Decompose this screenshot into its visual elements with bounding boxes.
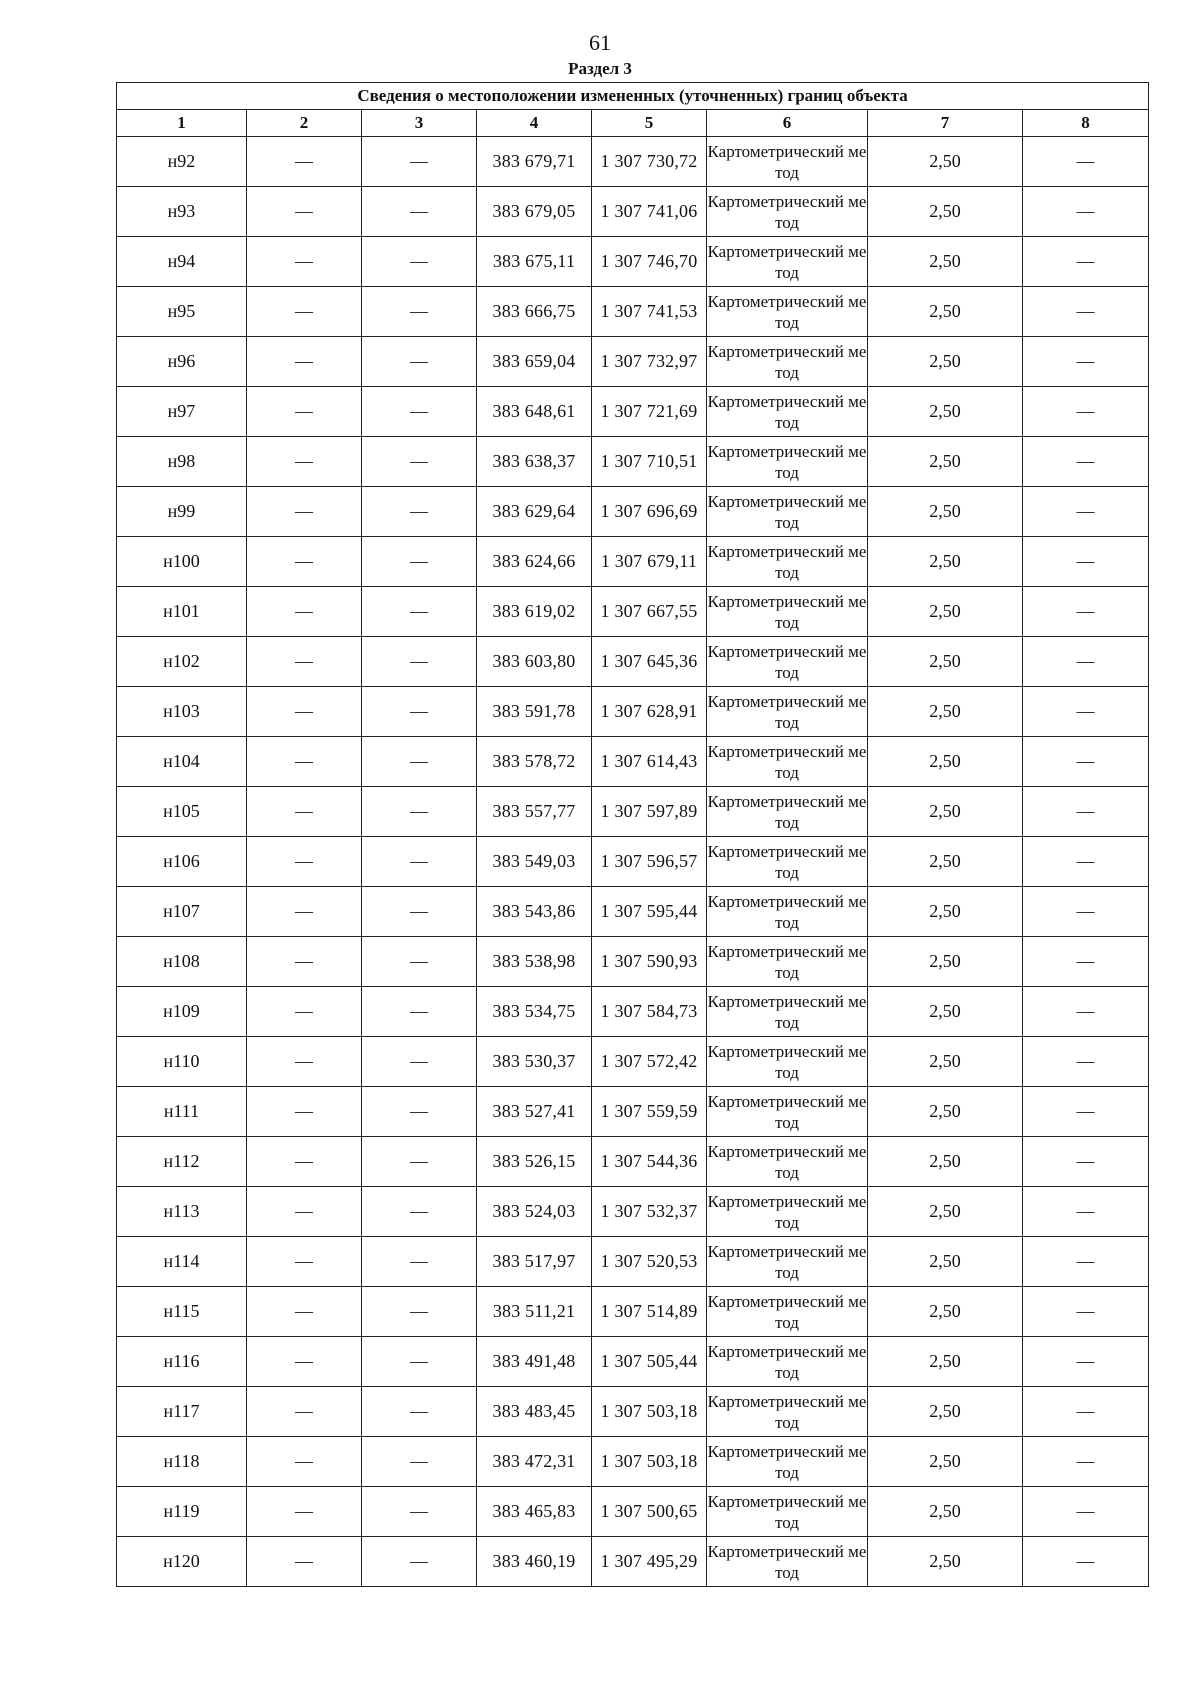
table-row xyxy=(117,1337,1149,1387)
dash-cell: — xyxy=(362,1187,477,1237)
accuracy-cell: 2,50 xyxy=(868,1487,1023,1537)
coordinate-y-cell: 1 307 741,53 xyxy=(592,287,707,337)
point-cell: н107 xyxy=(117,887,247,937)
dash-cell: — xyxy=(247,237,362,287)
table-row xyxy=(117,537,1149,587)
table-caption: Сведения о местоположении измененных (уточненных) границ объекта xyxy=(117,83,1149,110)
coordinate-x-cell: 383 638,37 xyxy=(477,437,592,487)
method-cell: Картометрический метод xyxy=(707,287,868,337)
table-row xyxy=(117,1437,1149,1487)
dash-cell: — xyxy=(247,1487,362,1537)
point-cell: н113 xyxy=(117,1187,247,1237)
point-cell: н97 xyxy=(117,387,247,437)
column-number-7: 7 xyxy=(868,110,1023,137)
coordinate-y-cell: 1 307 544,36 xyxy=(592,1137,707,1187)
coordinate-x-cell: 383 460,19 xyxy=(477,1537,592,1587)
method-cell: Картометрический метод xyxy=(707,437,868,487)
point-cell: н104 xyxy=(117,737,247,787)
method-cell: Картометрический метод xyxy=(707,1387,868,1437)
accuracy-cell: 2,50 xyxy=(868,787,1023,837)
coordinate-x-cell: 383 659,04 xyxy=(477,337,592,387)
coordinate-y-cell: 1 307 746,70 xyxy=(592,237,707,287)
coordinate-x-cell: 383 526,15 xyxy=(477,1137,592,1187)
column-number-3: 3 xyxy=(362,110,477,137)
table-row xyxy=(117,487,1149,537)
dash-cell: — xyxy=(1023,1187,1149,1237)
coordinate-x-cell: 383 624,66 xyxy=(477,537,592,587)
dash-cell: — xyxy=(1023,1537,1149,1587)
coordinate-x-cell: 383 472,31 xyxy=(477,1437,592,1487)
method-cell: Картометрический метод xyxy=(707,137,868,187)
coordinate-y-cell: 1 307 628,91 xyxy=(592,687,707,737)
table-row xyxy=(117,1237,1149,1287)
point-cell: н108 xyxy=(117,937,247,987)
point-cell: н100 xyxy=(117,537,247,587)
dash-cell: — xyxy=(1023,787,1149,837)
accuracy-cell: 2,50 xyxy=(868,537,1023,587)
accuracy-cell: 2,50 xyxy=(868,237,1023,287)
method-cell: Картометрический метод xyxy=(707,337,868,387)
point-cell: н96 xyxy=(117,337,247,387)
dash-cell: — xyxy=(1023,637,1149,687)
coordinate-x-cell: 383 648,61 xyxy=(477,387,592,437)
dash-cell: — xyxy=(1023,887,1149,937)
dash-cell: — xyxy=(1023,1437,1149,1487)
table-row xyxy=(117,1087,1149,1137)
dash-cell: — xyxy=(247,1387,362,1437)
column-number-2: 2 xyxy=(247,110,362,137)
accuracy-cell: 2,50 xyxy=(868,1437,1023,1487)
accuracy-cell: 2,50 xyxy=(868,287,1023,337)
point-cell: н92 xyxy=(117,137,247,187)
coordinate-x-cell: 383 538,98 xyxy=(477,937,592,987)
dash-cell: — xyxy=(1023,737,1149,787)
dash-cell: — xyxy=(1023,437,1149,487)
coordinate-y-cell: 1 307 590,93 xyxy=(592,937,707,987)
accuracy-cell: 2,50 xyxy=(868,937,1023,987)
point-cell: н116 xyxy=(117,1337,247,1387)
coordinate-y-cell: 1 307 614,43 xyxy=(592,737,707,787)
table-row xyxy=(117,237,1149,287)
dash-cell: — xyxy=(247,687,362,737)
coordinate-y-cell: 1 307 514,89 xyxy=(592,1287,707,1337)
coordinate-y-cell: 1 307 495,29 xyxy=(592,1537,707,1587)
coordinate-y-cell: 1 307 520,53 xyxy=(592,1237,707,1287)
dash-cell: — xyxy=(362,687,477,737)
accuracy-cell: 2,50 xyxy=(868,1187,1023,1237)
point-cell: н103 xyxy=(117,687,247,737)
table-row xyxy=(117,837,1149,887)
dash-cell: — xyxy=(362,1137,477,1187)
method-cell: Картометрический метод xyxy=(707,1187,868,1237)
dash-cell: — xyxy=(362,487,477,537)
dash-cell: — xyxy=(362,987,477,1037)
dash-cell: — xyxy=(362,187,477,237)
coordinate-x-cell: 383 511,21 xyxy=(477,1287,592,1337)
column-number-6: 6 xyxy=(707,110,868,137)
table-row xyxy=(117,387,1149,437)
coordinate-x-cell: 383 666,75 xyxy=(477,287,592,337)
dash-cell: — xyxy=(247,337,362,387)
method-cell: Картометрический метод xyxy=(707,1337,868,1387)
method-cell: Картометрический метод xyxy=(707,1137,868,1187)
table-row xyxy=(117,587,1149,637)
coordinate-y-cell: 1 307 732,97 xyxy=(592,337,707,387)
coordinate-x-cell: 383 591,78 xyxy=(477,687,592,737)
point-cell: н120 xyxy=(117,1537,247,1587)
column-number-8: 8 xyxy=(1023,110,1149,137)
dash-cell: — xyxy=(362,787,477,837)
accuracy-cell: 2,50 xyxy=(868,1287,1023,1337)
dash-cell: — xyxy=(1023,837,1149,887)
method-cell: Картометрический метод xyxy=(707,1287,868,1337)
accuracy-cell: 2,50 xyxy=(868,1087,1023,1137)
method-cell: Картометрический метод xyxy=(707,1037,868,1087)
dash-cell: — xyxy=(362,237,477,287)
dash-cell: — xyxy=(247,1087,362,1137)
method-cell: Картометрический метод xyxy=(707,1487,868,1537)
method-cell: Картометрический метод xyxy=(707,537,868,587)
page-number: 61 xyxy=(589,30,611,55)
method-cell: Картометрический метод xyxy=(707,637,868,687)
method-cell: Картометрический метод xyxy=(707,187,868,237)
coordinate-x-cell: 383 679,05 xyxy=(477,187,592,237)
dash-cell: — xyxy=(247,437,362,487)
accuracy-cell: 2,50 xyxy=(868,1337,1023,1387)
dash-cell: — xyxy=(247,787,362,837)
dash-cell: — xyxy=(362,287,477,337)
coordinate-x-cell: 383 578,72 xyxy=(477,737,592,787)
method-cell: Картометрический метод xyxy=(707,737,868,787)
dash-cell: — xyxy=(1023,137,1149,187)
point-cell: н98 xyxy=(117,437,247,487)
accuracy-cell: 2,50 xyxy=(868,1037,1023,1087)
dash-cell: — xyxy=(362,537,477,587)
accuracy-cell: 2,50 xyxy=(868,837,1023,887)
coordinate-x-cell: 383 483,45 xyxy=(477,1387,592,1437)
dash-cell: — xyxy=(362,1037,477,1087)
coordinate-x-cell: 383 549,03 xyxy=(477,837,592,887)
coordinate-y-cell: 1 307 679,11 xyxy=(592,537,707,587)
table-body xyxy=(117,137,1149,1587)
dash-cell: — xyxy=(1023,1237,1149,1287)
accuracy-cell: 2,50 xyxy=(868,687,1023,737)
dash-cell: — xyxy=(1023,237,1149,287)
table-row xyxy=(117,1137,1149,1187)
point-cell: н119 xyxy=(117,1487,247,1537)
dash-cell: — xyxy=(1023,387,1149,437)
table-row xyxy=(117,637,1149,687)
dash-cell: — xyxy=(247,537,362,587)
coordinate-x-cell: 383 619,02 xyxy=(477,587,592,637)
dash-cell: — xyxy=(362,587,477,637)
dash-cell: — xyxy=(362,837,477,887)
table-row xyxy=(117,287,1149,337)
coordinate-y-cell: 1 307 696,69 xyxy=(592,487,707,537)
method-cell: Картометрический метод xyxy=(707,837,868,887)
point-cell: н106 xyxy=(117,837,247,887)
coordinate-y-cell: 1 307 505,44 xyxy=(592,1337,707,1387)
coordinate-x-cell: 383 530,37 xyxy=(477,1037,592,1087)
coordinate-y-cell: 1 307 667,55 xyxy=(592,587,707,637)
coordinate-x-cell: 383 517,97 xyxy=(477,1237,592,1287)
coordinate-y-cell: 1 307 532,37 xyxy=(592,1187,707,1237)
dash-cell: — xyxy=(362,1487,477,1537)
dash-cell: — xyxy=(362,1287,477,1337)
accuracy-cell: 2,50 xyxy=(868,987,1023,1037)
point-cell: н109 xyxy=(117,987,247,1037)
dash-cell: — xyxy=(1023,337,1149,387)
coordinate-x-cell: 383 679,71 xyxy=(477,137,592,187)
dash-cell: — xyxy=(362,1237,477,1287)
accuracy-cell: 2,50 xyxy=(868,387,1023,437)
dash-cell: — xyxy=(1023,1287,1149,1337)
method-cell: Картометрический метод xyxy=(707,1437,868,1487)
coordinate-y-cell: 1 307 645,36 xyxy=(592,637,707,687)
coordinate-x-cell: 383 603,80 xyxy=(477,637,592,687)
dash-cell: — xyxy=(247,1137,362,1187)
coordinate-y-cell: 1 307 503,18 xyxy=(592,1437,707,1487)
dash-cell: — xyxy=(362,1437,477,1487)
dash-cell: — xyxy=(1023,687,1149,737)
point-cell: н94 xyxy=(117,237,247,287)
coordinate-x-cell: 383 465,83 xyxy=(477,1487,592,1537)
point-cell: н115 xyxy=(117,1287,247,1337)
table-row xyxy=(117,737,1149,787)
dash-cell: — xyxy=(1023,987,1149,1037)
dash-cell: — xyxy=(362,1087,477,1137)
point-cell: н102 xyxy=(117,637,247,687)
table-row xyxy=(117,1487,1149,1537)
dash-cell: — xyxy=(247,987,362,1037)
dash-cell: — xyxy=(1023,487,1149,537)
dash-cell: — xyxy=(247,487,362,537)
table-row xyxy=(117,137,1149,187)
accuracy-cell: 2,50 xyxy=(868,1137,1023,1187)
method-cell: Картометрический метод xyxy=(707,937,868,987)
coordinate-y-cell: 1 307 572,42 xyxy=(592,1037,707,1087)
column-number-5: 5 xyxy=(592,110,707,137)
dash-cell: — xyxy=(247,137,362,187)
method-cell: Картометрический метод xyxy=(707,987,868,1037)
dash-cell: — xyxy=(362,887,477,937)
point-cell: н99 xyxy=(117,487,247,537)
coordinate-y-cell: 1 307 721,69 xyxy=(592,387,707,437)
dash-cell: — xyxy=(1023,287,1149,337)
table-row xyxy=(117,437,1149,487)
coordinate-x-cell: 383 534,75 xyxy=(477,987,592,1037)
coordinate-x-cell: 383 491,48 xyxy=(477,1337,592,1387)
method-cell: Картометрический метод xyxy=(707,687,868,737)
column-number-1: 1 xyxy=(117,110,247,137)
point-cell: н112 xyxy=(117,1137,247,1187)
dash-cell: — xyxy=(362,387,477,437)
accuracy-cell: 2,50 xyxy=(868,587,1023,637)
table-row xyxy=(117,1187,1149,1237)
dash-cell: — xyxy=(247,587,362,637)
coordinate-x-cell: 383 629,64 xyxy=(477,487,592,537)
point-cell: н114 xyxy=(117,1237,247,1287)
table-row xyxy=(117,1037,1149,1087)
method-cell: Картометрический метод xyxy=(707,237,868,287)
dash-cell: — xyxy=(362,937,477,987)
dash-cell: — xyxy=(1023,1337,1149,1387)
column-numbers-row xyxy=(117,110,1149,137)
coordinate-y-cell: 1 307 584,73 xyxy=(592,987,707,1037)
dash-cell: — xyxy=(247,187,362,237)
dash-cell: — xyxy=(362,637,477,687)
table-row xyxy=(117,337,1149,387)
coordinate-y-cell: 1 307 500,65 xyxy=(592,1487,707,1537)
dash-cell: — xyxy=(1023,1037,1149,1087)
coordinate-y-cell: 1 307 559,59 xyxy=(592,1087,707,1137)
accuracy-cell: 2,50 xyxy=(868,487,1023,537)
dash-cell: — xyxy=(362,1387,477,1437)
dash-cell: — xyxy=(1023,937,1149,987)
table-row xyxy=(117,787,1149,837)
table-row xyxy=(117,1537,1149,1587)
coordinate-y-cell: 1 307 503,18 xyxy=(592,1387,707,1437)
accuracy-cell: 2,50 xyxy=(868,887,1023,937)
accuracy-cell: 2,50 xyxy=(868,187,1023,237)
dash-cell: — xyxy=(247,1337,362,1387)
table-caption-row xyxy=(117,83,1149,110)
accuracy-cell: 2,50 xyxy=(868,737,1023,787)
point-cell: н111 xyxy=(117,1087,247,1137)
point-cell: н93 xyxy=(117,187,247,237)
coordinate-x-cell: 383 524,03 xyxy=(477,1187,592,1237)
table-row xyxy=(117,187,1149,237)
section-title: Раздел 3 xyxy=(568,59,632,78)
coordinate-x-cell: 383 557,77 xyxy=(477,787,592,837)
method-cell: Картометрический метод xyxy=(707,887,868,937)
coordinate-y-cell: 1 307 597,89 xyxy=(592,787,707,837)
method-cell: Картометрический метод xyxy=(707,387,868,437)
table-row xyxy=(117,1387,1149,1437)
dash-cell: — xyxy=(1023,1387,1149,1437)
coordinate-y-cell: 1 307 741,06 xyxy=(592,187,707,237)
dash-cell: — xyxy=(1023,537,1149,587)
point-cell: н105 xyxy=(117,787,247,837)
coordinate-y-cell: 1 307 710,51 xyxy=(592,437,707,487)
dash-cell: — xyxy=(247,1287,362,1337)
coordinate-x-cell: 383 675,11 xyxy=(477,237,592,287)
dash-cell: — xyxy=(247,387,362,437)
coordinate-y-cell: 1 307 730,72 xyxy=(592,137,707,187)
table-row xyxy=(117,687,1149,737)
boundary-table xyxy=(116,82,1149,1587)
method-cell: Картометрический метод xyxy=(707,1237,868,1287)
dash-cell: — xyxy=(1023,587,1149,637)
dash-cell: — xyxy=(1023,1137,1149,1187)
accuracy-cell: 2,50 xyxy=(868,1537,1023,1587)
point-cell: н117 xyxy=(117,1387,247,1437)
method-cell: Картометрический метод xyxy=(707,487,868,537)
accuracy-cell: 2,50 xyxy=(868,137,1023,187)
accuracy-cell: 2,50 xyxy=(868,637,1023,687)
dash-cell: — xyxy=(247,637,362,687)
coordinate-x-cell: 383 543,86 xyxy=(477,887,592,937)
accuracy-cell: 2,50 xyxy=(868,1387,1023,1437)
dash-cell: — xyxy=(247,1187,362,1237)
point-cell: н101 xyxy=(117,587,247,637)
table-row xyxy=(117,887,1149,937)
dash-cell: — xyxy=(362,137,477,187)
point-cell: н118 xyxy=(117,1437,247,1487)
dash-cell: — xyxy=(362,1537,477,1587)
dash-cell: — xyxy=(247,1237,362,1287)
dash-cell: — xyxy=(362,1337,477,1387)
method-cell: Картометрический метод xyxy=(707,787,868,837)
dash-cell: — xyxy=(247,287,362,337)
dash-cell: — xyxy=(1023,1487,1149,1537)
dash-cell: — xyxy=(247,1537,362,1587)
dash-cell: — xyxy=(362,737,477,787)
method-cell: Картометрический метод xyxy=(707,1087,868,1137)
table-row xyxy=(117,1287,1149,1337)
accuracy-cell: 2,50 xyxy=(868,337,1023,387)
column-number-4: 4 xyxy=(477,110,592,137)
dash-cell: — xyxy=(247,1037,362,1087)
dash-cell: — xyxy=(1023,1087,1149,1137)
dash-cell: — xyxy=(247,837,362,887)
point-cell: н95 xyxy=(117,287,247,337)
accuracy-cell: 2,50 xyxy=(868,437,1023,487)
coordinate-x-cell: 383 527,41 xyxy=(477,1087,592,1137)
dash-cell: — xyxy=(362,437,477,487)
method-cell: Картометрический метод xyxy=(707,587,868,637)
dash-cell: — xyxy=(247,937,362,987)
dash-cell: — xyxy=(247,887,362,937)
point-cell: н110 xyxy=(117,1037,247,1087)
accuracy-cell: 2,50 xyxy=(868,1237,1023,1287)
dash-cell: — xyxy=(362,337,477,387)
table-row xyxy=(117,937,1149,987)
dash-cell: — xyxy=(247,737,362,787)
method-cell: Картометрический метод xyxy=(707,1537,868,1587)
dash-cell: — xyxy=(1023,187,1149,237)
coordinate-y-cell: 1 307 596,57 xyxy=(592,837,707,887)
dash-cell: — xyxy=(247,1437,362,1487)
table-row xyxy=(117,987,1149,1037)
coordinate-y-cell: 1 307 595,44 xyxy=(592,887,707,937)
